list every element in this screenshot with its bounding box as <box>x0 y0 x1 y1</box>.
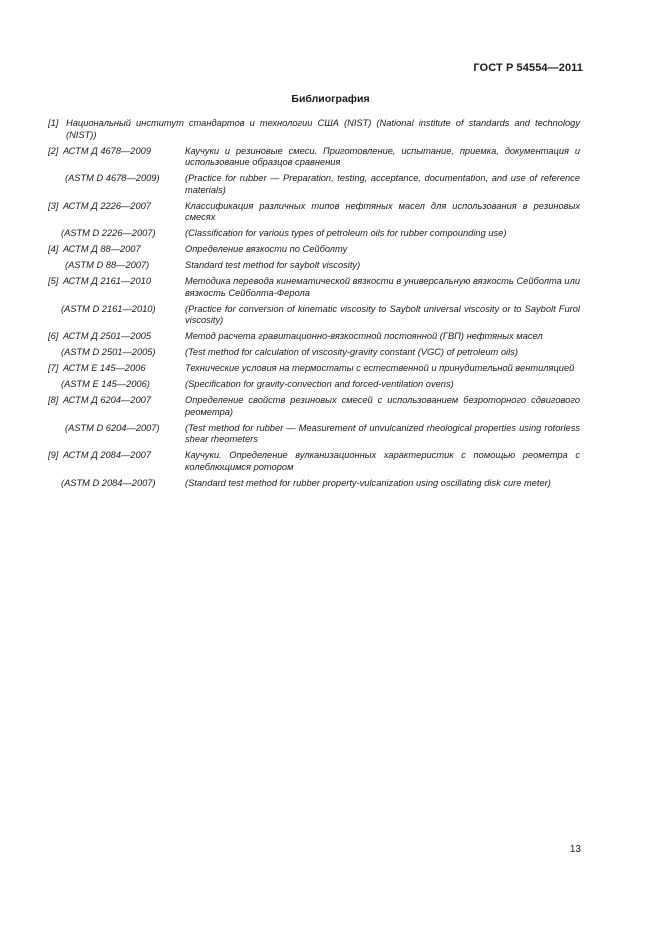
entry-description: (Practice for conversion of kinematic viscosity to Saybolt universal viscosity or to Saybolt Furol viscosity) <box>185 303 580 325</box>
bibliography-entry <box>48 146 580 169</box>
entry-description: Определение свойств резиновых смесей с использованием безроторного сдвигового реометра) <box>185 395 580 417</box>
entry-reference: АСТМ Е 145—2006 <box>63 363 146 373</box>
entry-reference: (ASTM D 2226—2007) <box>61 228 156 238</box>
entry-number: [1] <box>48 118 59 128</box>
entry-reference: АСТМ Д 4678—2009 <box>63 145 151 156</box>
bibliography-entry <box>48 379 580 391</box>
entry-reference: АСТМ Д 2226—2007 <box>63 200 151 211</box>
standard-code: ГОСТ Р 54554—2011 <box>473 62 583 74</box>
entry-reference: (ASTM E 145—2006) <box>61 379 150 389</box>
entry-reference: (ASTM D 2084—2007) <box>61 477 156 488</box>
entry-reference: (ASTM D 4678—2009) <box>65 173 160 183</box>
entry-reference: (ASTM D 6204—2007) <box>65 422 160 433</box>
entry-reference: АСТМ Д 2161—2010 <box>63 276 151 286</box>
entry-reference: АСТМ Д 6204—2007 <box>63 395 151 405</box>
entry-description: (Specification for gravity-convection and forced-ventilation ovens) <box>185 379 454 389</box>
bibliography-entry <box>48 260 580 272</box>
bibliography-entry <box>48 395 580 418</box>
entry-reference: (ASTM D 2161—2010) <box>61 303 156 314</box>
entry-description: Классификация различных типов нефтяных масел для использования в резиновых смесях <box>185 200 580 222</box>
entry-number: [2] <box>48 145 59 156</box>
page-number: 13 <box>569 844 581 855</box>
bibliography-entry <box>48 478 580 490</box>
entry-number: [9] <box>48 450 59 460</box>
entry-number: [6] <box>48 331 59 341</box>
bibliography-entry <box>48 423 580 446</box>
bibliography-entry <box>48 450 580 473</box>
section-title: Библиография <box>291 93 370 105</box>
entry-description: (Practice for rubber — Preparation, testing, acceptance, documentation, and use of reference materials) <box>185 173 580 195</box>
bibliography-entry <box>48 347 580 359</box>
bibliography-entry <box>48 276 580 299</box>
bibliography-entry <box>48 244 580 256</box>
entry-description: Каучуки и резиновые смеси. Приготовление, испытание, приемка, документация и использование образцов сравнения <box>185 145 580 167</box>
entry-description: Технические условия на термостаты с естественной и принудительной вентиляцией <box>185 363 575 373</box>
entry-description: Национальный институт стандартов и технологии США (NIST) (National institute of standards and technology (NIST)) <box>66 118 580 140</box>
entry-number: [3] <box>48 200 59 211</box>
entry-reference: АСТМ Д 88—2007 <box>63 244 141 254</box>
entry-description: (Classification for various types of petroleum oils for rubber compounding use) <box>185 228 507 238</box>
entry-description: Каучуки. Определение вулканизационных характеристик с помощью реометра с колеблющимся ротором <box>185 450 580 472</box>
entry-description: Методика перевода кинематической вязкости в универсальную вязкость Сейболта или вязкость Сейболта-Ферола <box>185 276 580 298</box>
entry-description: (Standard test method for rubber property-vulcanization using oscillating disk cure meter) <box>185 477 551 488</box>
bibliography-entry <box>48 363 580 375</box>
entry-description: Метод расчета гравитационно-вязкостной постоянной (ГВП) нефтяных масел <box>185 331 543 341</box>
entry-reference: (ASTM D 88—2007) <box>65 260 150 270</box>
bibliography-entry <box>48 173 580 196</box>
entry-number: [7] <box>48 363 59 373</box>
bibliography-entry <box>48 228 580 240</box>
bibliography-entry <box>48 118 580 141</box>
entry-number: [5] <box>48 276 59 286</box>
entry-description: Standard test method for saybolt viscosity) <box>185 260 361 270</box>
entry-description: (Test method for rubber — Measurement of unvulcanized rheological properties using rotorless shear rheometers <box>185 422 580 444</box>
entry-description: (Test method for calculation of viscosity-gravity constant (VGC) of petroleum oils) <box>185 347 518 357</box>
entry-description: Определение вязкости по Сейболту <box>185 244 348 254</box>
entry-reference: АСТМ Д 2084—2007 <box>63 450 151 460</box>
entry-number: [4] <box>48 244 59 254</box>
entry-reference: АСТМ Д 2501—2005 <box>63 331 151 341</box>
bibliography-list <box>48 118 580 494</box>
bibliography-entry <box>48 331 580 343</box>
bibliography-entry <box>48 201 580 224</box>
entry-reference: (ASTM D 2501—2005) <box>61 347 156 357</box>
entry-number: [8] <box>48 395 59 405</box>
bibliography-entry <box>48 304 580 327</box>
